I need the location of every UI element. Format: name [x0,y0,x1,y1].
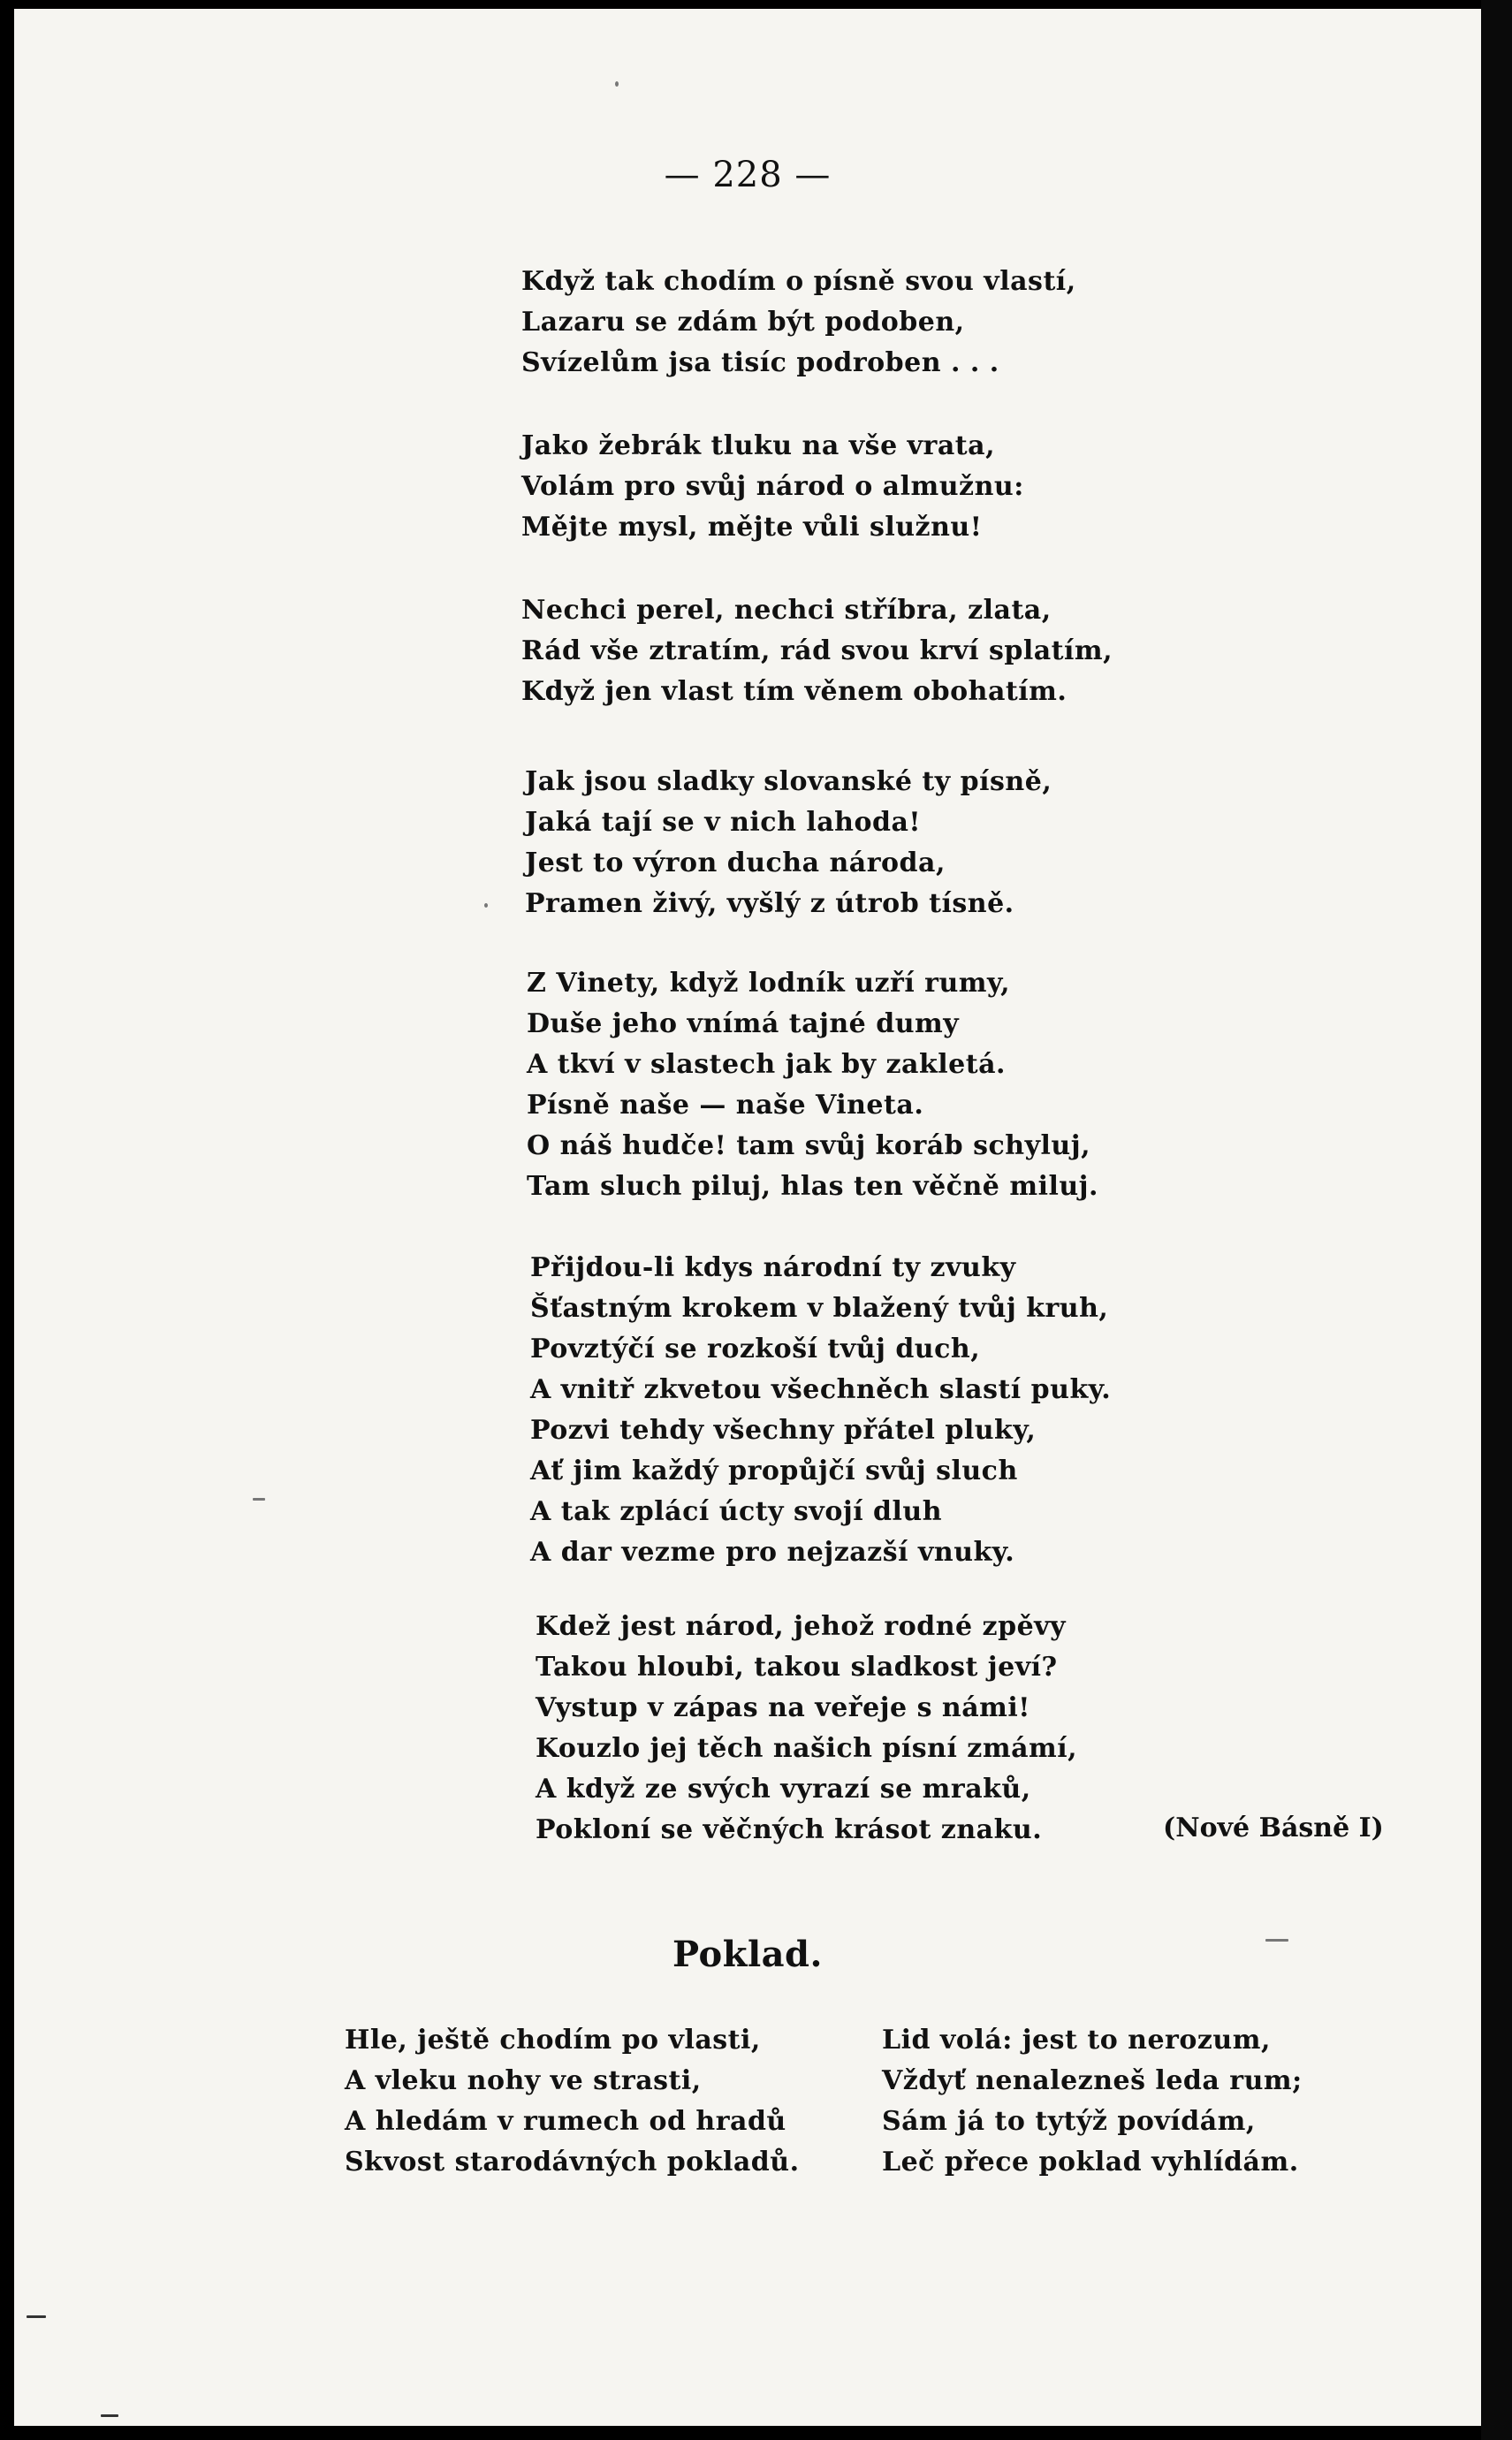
verse-line: A tkví v slastech jak by zakletá. [527,1049,1006,1080]
verse-line: Šťastným krokem v blažený tvůj kruh, [530,1293,1109,1324]
verse-line: Pokloní se věčných krásot znaku. [536,1814,1043,1845]
verse-line: Hle, ještě chodím po vlasti, [345,2025,761,2056]
verse-line: A tak zplácí úcty svojí dluh [530,1496,943,1527]
verse-line: A vnitř zkvetou všechněch slastí puky. [530,1374,1112,1405]
verse-line: Svízelům jsa tisíc podroben . . . [521,347,999,378]
scan-border [1481,0,1512,2440]
stanza-4 [525,762,1052,924]
verse-line: Leč přece poklad vyhlídám. [882,2147,1299,2178]
page-number: — 228 — [664,155,832,195]
verse-line: Když tak chodím o písně svou vlastí, [521,266,1076,297]
verse-line: Ať jim každý propůjčí svůj sluch [530,1456,1018,1486]
verse-line: Takou hloubi, takou sladkost jeví? [536,1652,1058,1683]
verse-line: A když ze svých vyrazí se mraků, [536,1774,1031,1805]
verse-line: Lazaru se zdám být podoben, [521,307,965,338]
verse-line: Jako žebrák tluku na vše vrata, [521,430,996,461]
verse-line: Vystup v zápas na veřeje s námi! [536,1692,1030,1723]
stanza-6 [530,1248,1111,1573]
verse-line: Pramen živý, vyšlý z útrob tísně. [525,888,1014,919]
verse-line: Povztýčí se rozkoší tvůj duch, [530,1334,981,1364]
scan-speck [1265,1939,1288,1942]
book-page [14,9,1481,2426]
verse-line: Mějte mysl, mějte vůli služnu! [521,512,983,543]
stanza-5 [527,963,1098,1207]
verse-line: Tam sluch piluj, hlas ten věčně miluj. [527,1171,1098,1202]
stanza-1 [521,262,1076,384]
verse-line: Rád vše ztratím, rád svou krví splatím, [521,635,1113,666]
scan-speck [101,2414,118,2417]
verse-line: Volám pro svůj národ o almužnu: [521,471,1024,502]
verse-line: Jak jsou sladky slovanské ty písně, [525,766,1052,797]
verse-line: Nechci perel, nechci stříbra, zlata, [521,595,1052,626]
scan-speck [484,903,488,908]
verse-line: Sám já to tytýž povídám, [882,2106,1256,2137]
scan-speck [615,81,619,87]
verse-line: Duše jeho vnímá tajné dumy [527,1008,960,1039]
verse-line: A dar vezme pro nejzazší vnuky. [530,1537,1015,1568]
poklad-right-column [882,2020,1303,2183]
verse-line: Písně naše — naše Vineta. [527,1090,924,1121]
verse-line: Jest to výron ducha národa, [525,848,946,878]
verse-line: Když jen vlast tím věnem obohatím. [521,676,1068,707]
verse-line: Skvost starodávných pokladů. [345,2147,800,2178]
verse-line: A vleku nohy ve strasti, [345,2065,702,2096]
verse-line: Lid volá: jest to nerozum, [882,2025,1271,2056]
scan-speck [27,2315,46,2318]
verse-line: Přijdou-li kdys národní ty zvuky [530,1252,1016,1283]
scan-speck [253,1498,265,1501]
stanza-2 [521,426,1024,548]
verse-line: Kouzlo jej těch našich písní zmámí, [536,1733,1078,1764]
verse-line: Kdež jest národ, jehož rodné zpěvy [536,1611,1067,1642]
verse-line: A hledám v rumech od hradů [345,2106,786,2137]
poem-title: Poklad. [672,1934,823,1975]
poklad-left-column [345,2020,800,2183]
verse-line: Jaká tají se v nich lahoda! [525,807,922,838]
stanza-7 [536,1607,1077,1851]
verse-line: Z Vinety, když lodník uzří rumy, [527,968,1011,999]
verse-line: O náš hudče! tam svůj koráb schyluj, [527,1130,1091,1161]
verse-line: Vždyť nenalezneš leda rum; [882,2065,1303,2096]
stanza-3 [521,590,1113,712]
verse-line: Pozvi tehdy všechny přátel pluky, [530,1415,1037,1446]
source-attribution: (Nové Básně I) [1163,1813,1384,1843]
